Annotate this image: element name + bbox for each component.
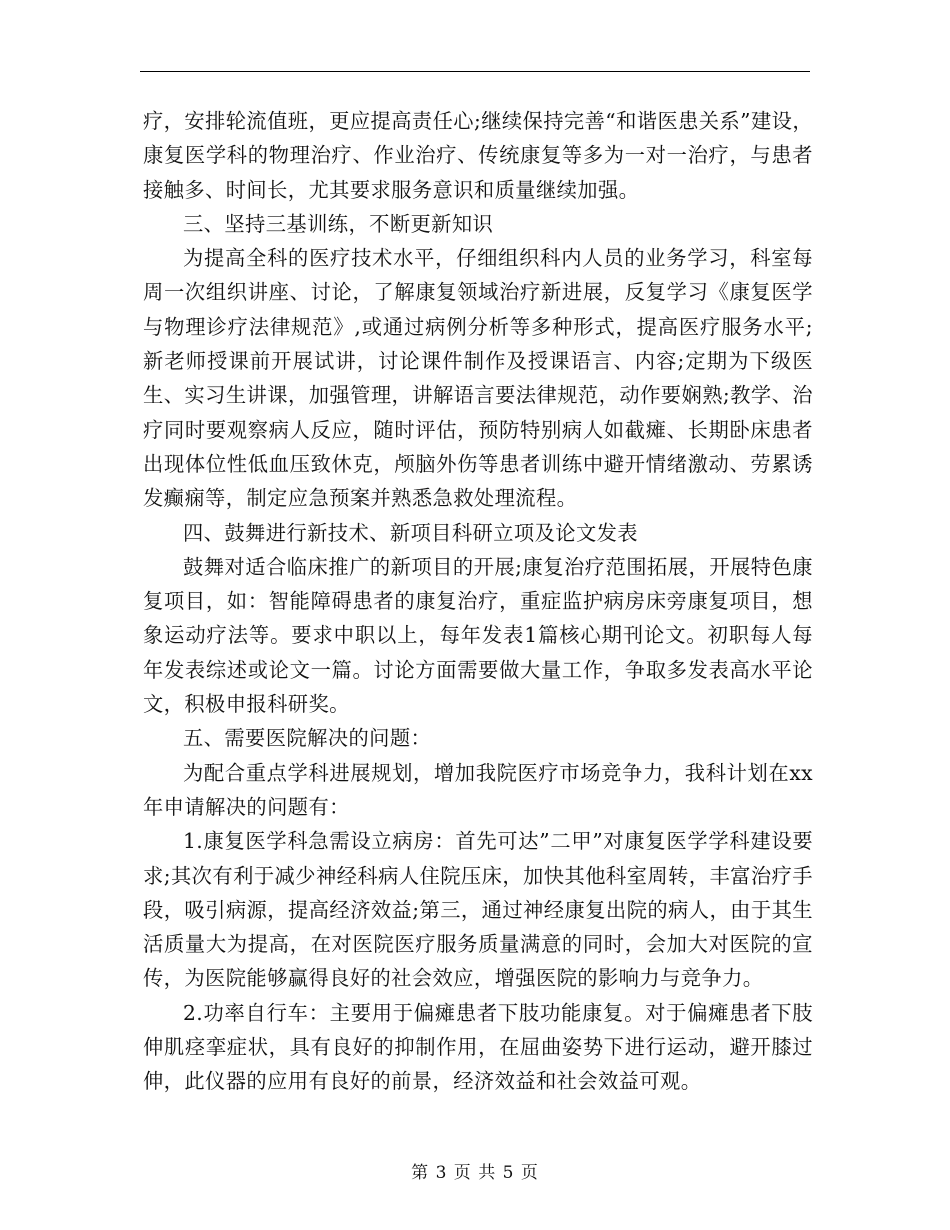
paragraph-5: 鼓舞对适合临床推广的新项目的开展;康复治疗范围拓展，开展特色康复项目，如：智能障碍患者的康复治疗，重症监护病房床旁康复项目，想象运动疗法等。要求中职以上，每年发表1篇核心期刊论文。初职每人每年发表综述或论文一篇。讨论方面需要做大量工作，争取多发表高水平论文，积极申报科研奖。 bbox=[143, 554, 813, 717]
paragraph-3: 为提高全科的医疗技术水平，仔细组织科内人员的业务学习，科室每周一次组织讲座、讨论，了解康复领域治疗新进展，反复学习《康复医学与物理诊疗法律规范》,或通过病例分析等多种形式，提高医疗服务水平;新老师授课前开展试讲，讨论课件制作及授课语言、内容;定期为下级医生、实习生讲课，加强管理，讲解语言要法律规范，动作要娴熟;教学、治疗同时要观察病人反应，随时评估，预防特别病人如截瘫、长期卧床患者出现体位性低血压致休克，颅脑外伤等患者训练中避开情绪激动、劳累诱发癫痫等，制定应急预案并熟悉急救处理流程。 bbox=[143, 246, 813, 511]
section-heading-4: 四、鼓舞进行新技术、新项目科研立项及论文发表 bbox=[183, 520, 638, 545]
list-item-2: 2.功率自行车：主要用于偏瘫患者下肢功能康复。对于偏瘫患者下肢伸肌痉挛症状，具有良好的抑制作用，在屈曲姿势下进行运动，避开膝过伸，此仪器的应用有良好的前景，经济效益和社会效益可观。 bbox=[143, 1000, 813, 1094]
paragraph-7: 为配合重点学科进展规划，增加我院医疗市场竞争力，我科计划在xx年申请解决的问题有： bbox=[143, 760, 813, 819]
section-heading-5: 五、需要医院解决的问题： bbox=[183, 726, 432, 751]
header-rule bbox=[140, 71, 810, 72]
page-number-footer: 第 3 页 共 5 页 bbox=[411, 1163, 539, 1183]
section-heading-3: 三、坚持三基训练，不断更新知识 bbox=[183, 211, 494, 236]
document-body bbox=[143, 104, 813, 1099]
paragraph-1: 疗，安排轮流值班，更应提高责任心;继续保持完善“和谐医患关系”建设，康复医学科的物理治疗、作业治疗、传统康复等多为一对一治疗，与患者接触多、时间长，尤其要求服务意识和质量继续加强。 bbox=[143, 109, 813, 202]
list-item-1: 1.康复医学科急需设立病房：首先可达”二甲”对康复医学学科建设要求;其次有利于减少神经科病人住院压床，加快其他科室周转，丰富治疗手段，吸引病源，提高经济效益;第三，通过神经康复出院的病人，由于其生活质量大为提高，在对医院医疗服务质量满意的同时，会加大对医院的宣传，为医院能够赢得良好的社会效应，增强医院的影响力与竞争力。 bbox=[143, 829, 813, 991]
